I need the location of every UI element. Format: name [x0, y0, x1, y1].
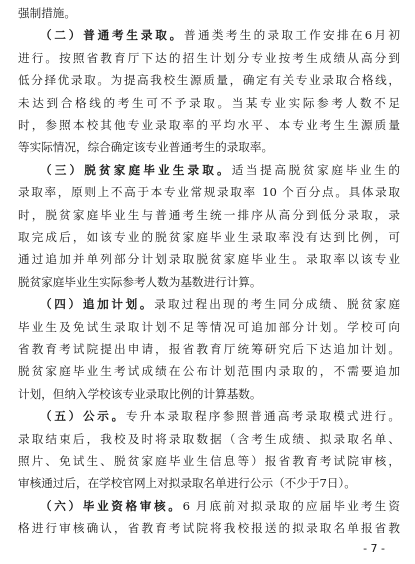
paragraph-line	[18, 69, 400, 91]
line-text: 进行。按照省教育厅下达的招生计划分专业按考生成绩从高分到	[18, 50, 400, 65]
line-text: 低分择优录取。为提高我校生源质量，确定有关专业录取合格线，	[18, 73, 400, 88]
paragraph-line	[18, 338, 400, 360]
line-text: 格进行审核确认，省教育考试院将我校报送的拟录取名单报省教	[18, 521, 400, 536]
page-number: - 7 -	[363, 542, 385, 555]
line-text: 普通类考生的录取工作安排在6月初	[184, 28, 400, 43]
paragraph-line	[18, 450, 400, 472]
line-text: 取完成后，如该专业的脱贫家庭毕业生录取率没有达到比例，可	[18, 230, 400, 244]
line-text: 脱贫家庭毕业生实际参考人数为基数进行计算。	[18, 274, 262, 289]
line-text: 强制措施。	[18, 6, 76, 20]
line-text: 时，脱贫家庭毕业生与普通考生统一排序从高分到低分录取，录	[18, 207, 400, 222]
paragraph-line	[40, 159, 400, 181]
section-heading: （二）普通考生录取。	[40, 28, 185, 43]
paragraph-line	[18, 92, 400, 114]
line-text: 审核通过后，在学校官网上对拟录取名单进行公示（不少于7日）。	[18, 476, 356, 491]
paragraph-line	[40, 24, 400, 46]
paragraph-line	[40, 293, 400, 315]
section-heading: （四）追加计划。	[40, 297, 155, 312]
line-text: 毕业生及免试生录取计划不足等情况可追加部分计划。学校可向	[18, 319, 400, 334]
paragraph-line	[18, 204, 400, 226]
line-text: 录取率，原则上不高于本专业常规录取率 10 个百分点。具体录取	[18, 185, 400, 200]
paragraph-line	[18, 181, 400, 203]
paragraph-line	[18, 517, 400, 539]
paragraph-line	[40, 495, 400, 517]
line-text: 通过追加并单列部分计划录取脱贫家庭毕业生。录取率以该专业	[18, 252, 400, 267]
line-text: 未达到合格线的考生可不予录取。当某专业实际参考人数不足	[18, 95, 400, 110]
line-text: 等实际情况，综合确定该专业普通考生的录取率。	[18, 140, 274, 155]
section-heading: （三）脱贫家庭毕业生录取。	[40, 162, 232, 177]
line-text: 录取过程出现的考生同分成绩、脱贫家庭	[154, 297, 400, 312]
section-heading: （六）毕业资格审核。	[40, 498, 183, 513]
line-text: 脱贫家庭毕业生考试成绩在公布计划范围内录取的，不需要追加	[18, 364, 400, 379]
paragraph-line	[18, 472, 400, 494]
paragraph-line	[18, 136, 400, 158]
paragraph-line	[18, 428, 400, 450]
paragraph-line	[18, 226, 400, 248]
line-text: 照片、免试生、脱贫家庭毕业生信息等）报省教育考试院审核，	[18, 454, 400, 468]
paragraph-line	[18, 316, 400, 338]
section-heading: （五）公示。	[40, 409, 126, 424]
line-text: 适当提高脱贫家庭毕业生的	[231, 162, 400, 177]
paragraph-line	[18, 383, 400, 405]
line-text: 专升本录取程序参照普通高考录取模式进行。	[125, 409, 400, 424]
line-text: 时，参照本校其他专业录取率的平均水平、本专业考生生源质量	[18, 118, 400, 132]
paragraph-line	[18, 114, 400, 136]
line-text: 录取结束后，我校及时将录取数据（含考生成绩、拟录取名单、	[18, 431, 400, 446]
paragraph-line	[18, 47, 400, 69]
line-text: 省教育考试院提出申请，报省教育厅统筹研究后下达追加计划。	[18, 342, 400, 356]
line-text: 计划，但纳入学校该专业录取比例的计算基数。	[18, 386, 262, 401]
paragraph-line	[18, 2, 400, 24]
paragraph-line	[18, 248, 400, 270]
paragraph-line	[18, 271, 400, 293]
paragraph-line	[40, 405, 400, 427]
line-text: 6 月底前对拟录取的应届毕业考生资	[182, 498, 400, 513]
paragraph-line	[18, 360, 400, 382]
